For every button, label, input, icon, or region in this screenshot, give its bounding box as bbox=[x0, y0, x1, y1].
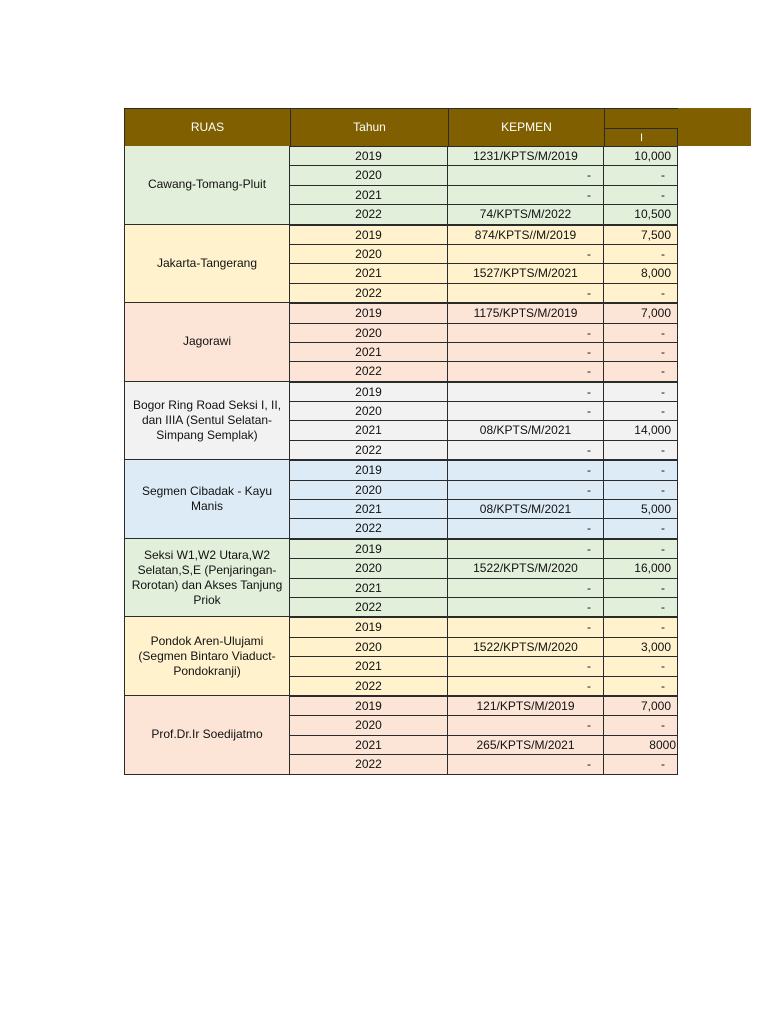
kepmen-cell bbox=[448, 677, 604, 695]
kepmen-text: 08/KPTS/M/2021 bbox=[479, 502, 572, 517]
kepmen-cell bbox=[448, 343, 604, 361]
kepmen-text: 1522/KPTS/M/2020 bbox=[473, 639, 578, 654]
kepmen-text: - bbox=[587, 757, 591, 772]
table-row bbox=[290, 558, 678, 577]
kepmen-text: - bbox=[587, 678, 591, 693]
year-cell: 2022 bbox=[290, 441, 448, 459]
table-row bbox=[290, 578, 678, 597]
year-cell: 2020 bbox=[290, 481, 448, 499]
year-cell: 2022 bbox=[290, 755, 448, 773]
kepmen-text: 08/KPTS/M/2021 bbox=[479, 423, 572, 438]
table-row bbox=[290, 499, 678, 518]
kepmen-text: 874/KPTS//M/2019 bbox=[474, 227, 577, 242]
value-cell: - bbox=[604, 343, 678, 361]
value-cell: - bbox=[604, 598, 678, 616]
year-cell: 2019 bbox=[290, 697, 448, 715]
ruas-group bbox=[124, 382, 678, 461]
header-value-group bbox=[604, 108, 678, 128]
table-row bbox=[290, 696, 678, 715]
kepmen-text: - bbox=[587, 187, 591, 202]
kepmen-text: - bbox=[587, 442, 591, 457]
value-cell: 7,000 bbox=[604, 304, 678, 322]
table-row bbox=[290, 617, 678, 636]
table-row bbox=[290, 597, 678, 616]
ruas-group bbox=[124, 225, 678, 304]
kepmen-text: - bbox=[587, 384, 591, 399]
table-row bbox=[290, 165, 678, 184]
kepmen-text: - bbox=[587, 482, 591, 497]
ruas-name-cell: Jagorawi bbox=[124, 303, 290, 381]
year-cell: 2020 bbox=[290, 716, 448, 734]
kepmen-text: - bbox=[587, 344, 591, 359]
value-cell: - bbox=[604, 540, 678, 558]
value-cell: - bbox=[604, 383, 678, 401]
value-cell: - bbox=[604, 461, 678, 479]
value-cell: - bbox=[604, 755, 678, 773]
kepmen-cell bbox=[448, 226, 604, 244]
kepmen-text: 74/KPTS/M/2022 bbox=[479, 207, 572, 222]
value-cell: - bbox=[604, 166, 678, 184]
kepmen-text: - bbox=[587, 325, 591, 340]
kepmen-cell bbox=[448, 147, 604, 165]
year-cell: 2022 bbox=[290, 362, 448, 380]
value-cell: - bbox=[604, 245, 678, 263]
kepmen-cell bbox=[448, 638, 604, 656]
year-cell: 2020 bbox=[290, 559, 448, 577]
year-cell: 2019 bbox=[290, 226, 448, 244]
year-cell: 2020 bbox=[290, 245, 448, 263]
kepmen-text: - bbox=[587, 580, 591, 595]
table-row bbox=[290, 283, 678, 302]
year-cell: 2020 bbox=[290, 638, 448, 656]
value-cell: - bbox=[604, 657, 678, 675]
value-cell: - bbox=[604, 579, 678, 597]
value-cell: 8,000 bbox=[604, 264, 678, 282]
kepmen-cell bbox=[448, 461, 604, 479]
kepmen-cell bbox=[448, 166, 604, 184]
table-row bbox=[290, 146, 678, 165]
table-row bbox=[290, 303, 678, 322]
table-row bbox=[290, 323, 678, 342]
table-row bbox=[290, 676, 678, 695]
header-kepmen: KEPMEN bbox=[448, 108, 604, 146]
kepmen-cell bbox=[448, 324, 604, 342]
kepmen-cell bbox=[448, 500, 604, 518]
year-cell: 2021 bbox=[290, 500, 448, 518]
table-row bbox=[290, 637, 678, 656]
kepmen-cell bbox=[448, 362, 604, 380]
value-cell: - bbox=[604, 618, 678, 636]
value-cell: 10,500 bbox=[604, 205, 678, 223]
table-row bbox=[290, 460, 678, 479]
table-row bbox=[290, 225, 678, 244]
table-row bbox=[290, 440, 678, 459]
value-cell: 3,000 bbox=[604, 638, 678, 656]
year-cell: 2022 bbox=[290, 677, 448, 695]
ruas-name-cell: Seksi W1,W2 Utara,W2 Selatan,S,E (Penjaringan-Rorotan) dan Akses Tanjung Priok bbox=[124, 539, 290, 617]
kepmen-cell bbox=[448, 540, 604, 558]
kepmen-text: - bbox=[587, 168, 591, 183]
kepmen-cell bbox=[448, 284, 604, 302]
table-row bbox=[290, 204, 678, 223]
ruas-group bbox=[124, 460, 678, 539]
kepmen-cell bbox=[448, 264, 604, 282]
value-cell: 10,000 bbox=[604, 147, 678, 165]
value-cell: 14,000 bbox=[604, 421, 678, 439]
year-cell: 2021 bbox=[290, 421, 448, 439]
ruas-group bbox=[124, 696, 678, 775]
kepmen-text: - bbox=[587, 718, 591, 733]
kepmen-cell bbox=[448, 755, 604, 773]
table-row bbox=[290, 185, 678, 204]
table-row bbox=[290, 656, 678, 675]
kepmen-cell bbox=[448, 186, 604, 204]
table-row bbox=[290, 715, 678, 734]
kepmen-cell bbox=[448, 736, 604, 754]
kepmen-cell bbox=[448, 421, 604, 439]
kepmen-text: - bbox=[587, 620, 591, 635]
header-right-border bbox=[677, 128, 678, 146]
year-cell: 2019 bbox=[290, 618, 448, 636]
value-cell: - bbox=[604, 441, 678, 459]
kepmen-text: - bbox=[587, 521, 591, 536]
year-cell: 2019 bbox=[290, 540, 448, 558]
kepmen-text: 1527/KPTS/M/2021 bbox=[473, 266, 578, 281]
year-cell: 2021 bbox=[290, 657, 448, 675]
value-cell: - bbox=[604, 362, 678, 380]
kepmen-cell bbox=[448, 402, 604, 420]
kepmen-cell bbox=[448, 559, 604, 577]
value-cell: - bbox=[604, 481, 678, 499]
kepmen-text: - bbox=[587, 599, 591, 614]
ruas-name-cell: Prof.Dr.Ir Soedijatmo bbox=[124, 696, 290, 774]
value-cell: - bbox=[604, 519, 678, 537]
ruas-group bbox=[124, 617, 678, 696]
table-body bbox=[124, 146, 678, 775]
kepmen-cell bbox=[448, 481, 604, 499]
kepmen-text: - bbox=[587, 246, 591, 261]
kepmen-text: 1522/KPTS/M/2020 bbox=[473, 561, 578, 576]
table-row bbox=[290, 518, 678, 537]
kepmen-text: 1175/KPTS/M/2019 bbox=[473, 306, 578, 321]
ruas-name-cell: Cawang-Tomang-Pluit bbox=[124, 146, 290, 224]
table-row bbox=[290, 480, 678, 499]
value-cell: - bbox=[604, 186, 678, 204]
ruas-name-cell: Segmen Cibadak - Kayu Manis bbox=[124, 460, 290, 538]
kepmen-text: 1231/KPTS/M/2019 bbox=[473, 149, 578, 163]
header-ruas: RUAS bbox=[124, 108, 290, 146]
year-cell: 2019 bbox=[290, 147, 448, 165]
ruas-name-cell: Jakarta-Tangerang bbox=[124, 225, 290, 303]
kepmen-text: 121/KPTS/M/2019 bbox=[476, 698, 575, 713]
kepmen-cell bbox=[448, 441, 604, 459]
value-cell: 8000 bbox=[604, 736, 678, 754]
year-cell: 2020 bbox=[290, 324, 448, 342]
ruas-group bbox=[124, 146, 678, 225]
table-row bbox=[290, 382, 678, 401]
kepmen-cell bbox=[448, 205, 604, 223]
year-cell: 2021 bbox=[290, 736, 448, 754]
kepmen-cell bbox=[448, 579, 604, 597]
kepmen-text: - bbox=[587, 659, 591, 674]
table-row bbox=[290, 244, 678, 263]
year-cell: 2021 bbox=[290, 264, 448, 282]
value-cell: 16,000 bbox=[604, 559, 678, 577]
kepmen-cell bbox=[448, 697, 604, 715]
table-row bbox=[290, 342, 678, 361]
year-cell: 2020 bbox=[290, 402, 448, 420]
kepmen-text: - bbox=[587, 541, 591, 556]
value-cell: 5,000 bbox=[604, 500, 678, 518]
value-cell: - bbox=[604, 324, 678, 342]
year-cell: 2021 bbox=[290, 579, 448, 597]
table-row bbox=[290, 263, 678, 282]
year-cell: 2022 bbox=[290, 598, 448, 616]
kepmen-cell bbox=[448, 383, 604, 401]
kepmen-cell bbox=[448, 716, 604, 734]
value-cell: - bbox=[604, 284, 678, 302]
kepmen-text: - bbox=[587, 364, 591, 379]
value-cell: - bbox=[604, 716, 678, 734]
year-cell: 2022 bbox=[290, 284, 448, 302]
header-value-sub: I bbox=[604, 128, 678, 146]
ruas-name-cell: Bogor Ring Road Seksi I, II, dan IIIA (Sentul Selatan-Simpang Semplak) bbox=[124, 382, 290, 460]
table-row bbox=[290, 401, 678, 420]
table-row bbox=[290, 754, 678, 773]
kepmen-text: 265/KPTS/M/2021 bbox=[476, 737, 575, 752]
value-cell: 7,000 bbox=[604, 697, 678, 715]
value-cell: - bbox=[604, 402, 678, 420]
kepmen-cell bbox=[448, 618, 604, 636]
year-cell: 2022 bbox=[290, 205, 448, 223]
ruas-name-cell: Pondok Aren-Ulujami (Segmen Bintaro Viaduct-Pondokranji) bbox=[124, 617, 290, 695]
year-cell: 2019 bbox=[290, 383, 448, 401]
year-cell: 2021 bbox=[290, 343, 448, 361]
header-tahun: Tahun bbox=[290, 108, 448, 146]
year-cell: 2019 bbox=[290, 304, 448, 322]
ruas-group bbox=[124, 303, 678, 382]
kepmen-text: - bbox=[587, 463, 591, 478]
year-cell: 2021 bbox=[290, 186, 448, 204]
kepmen-cell bbox=[448, 598, 604, 616]
year-cell: 2019 bbox=[290, 461, 448, 479]
table-row bbox=[290, 735, 678, 754]
year-cell: 2022 bbox=[290, 519, 448, 537]
kepmen-cell bbox=[448, 657, 604, 675]
value-cell: 7,500 bbox=[604, 226, 678, 244]
year-cell: 2020 bbox=[290, 166, 448, 184]
table-row bbox=[290, 420, 678, 439]
kepmen-text: - bbox=[587, 285, 591, 300]
kepmen-cell bbox=[448, 245, 604, 263]
table-row bbox=[290, 539, 678, 558]
kepmen-cell bbox=[448, 519, 604, 537]
kepmen-text: - bbox=[587, 404, 591, 419]
table-row bbox=[290, 361, 678, 380]
kepmen-cell bbox=[448, 304, 604, 322]
value-cell: - bbox=[604, 677, 678, 695]
ruas-group bbox=[124, 539, 678, 618]
